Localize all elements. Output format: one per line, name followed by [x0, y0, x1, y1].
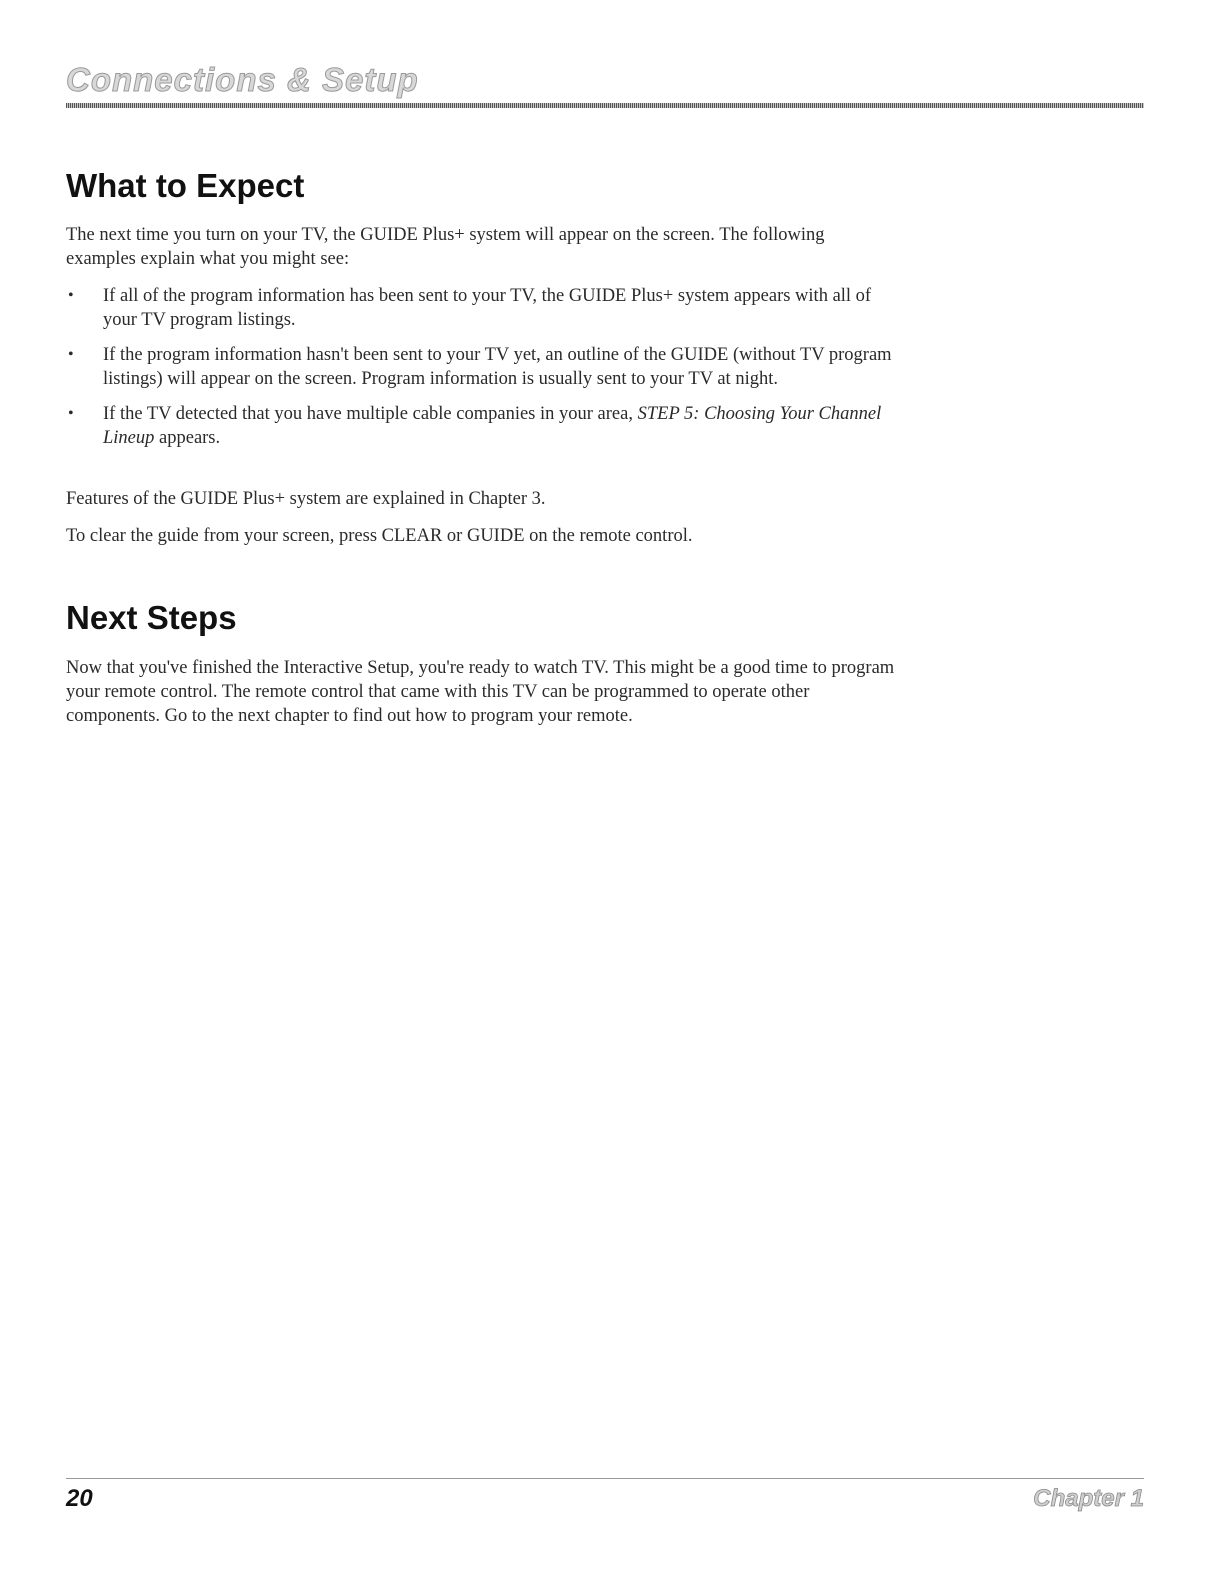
list-item: [66, 343, 896, 391]
bullet-icon: •: [68, 346, 74, 363]
clear-guide-paragraph: To clear the guide from your screen, press CLEAR or GUIDE on the remote control.: [66, 526, 693, 546]
list-item-text-before: If the TV detected that you have multiple cable companies in your area,: [103, 404, 638, 424]
list-item-text: If the program information hasn't been sent to your TV yet, an outline of the GUIDE (without TV program listings) will appear on the screen. Program information is usually sent to your TV at night.: [103, 345, 892, 389]
expectations-list: [66, 284, 896, 461]
chapter-label: Chapter 1: [1033, 1485, 1144, 1512]
page-number: 20: [66, 1485, 93, 1512]
list-item-text: If all of the program information has been sent to your TV, the GUIDE Plus+ system appears with all of your TV program listings.: [103, 286, 872, 330]
bullet-icon: •: [68, 405, 74, 422]
list-item: [66, 284, 896, 332]
what-to-expect-heading: What to Expect: [66, 167, 305, 204]
list-item-text-after: appears.: [154, 428, 221, 448]
step-reference: STEP 5: Choosing Your Channel Lineup: [103, 404, 882, 448]
features-paragraph: Features of the GUIDE Plus+ system are explained in Chapter 3.: [66, 489, 546, 509]
intro-paragraph: The next time you turn on your TV, the GUIDE Plus+ system will appear on the screen. The following examples explain what you might see:: [66, 225, 825, 269]
list-item: [66, 402, 896, 450]
header-divider: [66, 103, 1144, 108]
next-steps-heading: Next Steps: [66, 599, 237, 636]
bullet-icon: •: [68, 287, 74, 304]
footer-divider: [66, 1478, 1144, 1479]
section-header-title: Connections & Setup: [66, 61, 419, 98]
next-steps-paragraph: Now that you've finished the Interactive Setup, you're ready to watch TV. This might be a good time to program your remote control. The remote control that came with this TV can be programmed to operate other components. Go to the next chapter to find out how to program your remote.: [66, 658, 895, 726]
